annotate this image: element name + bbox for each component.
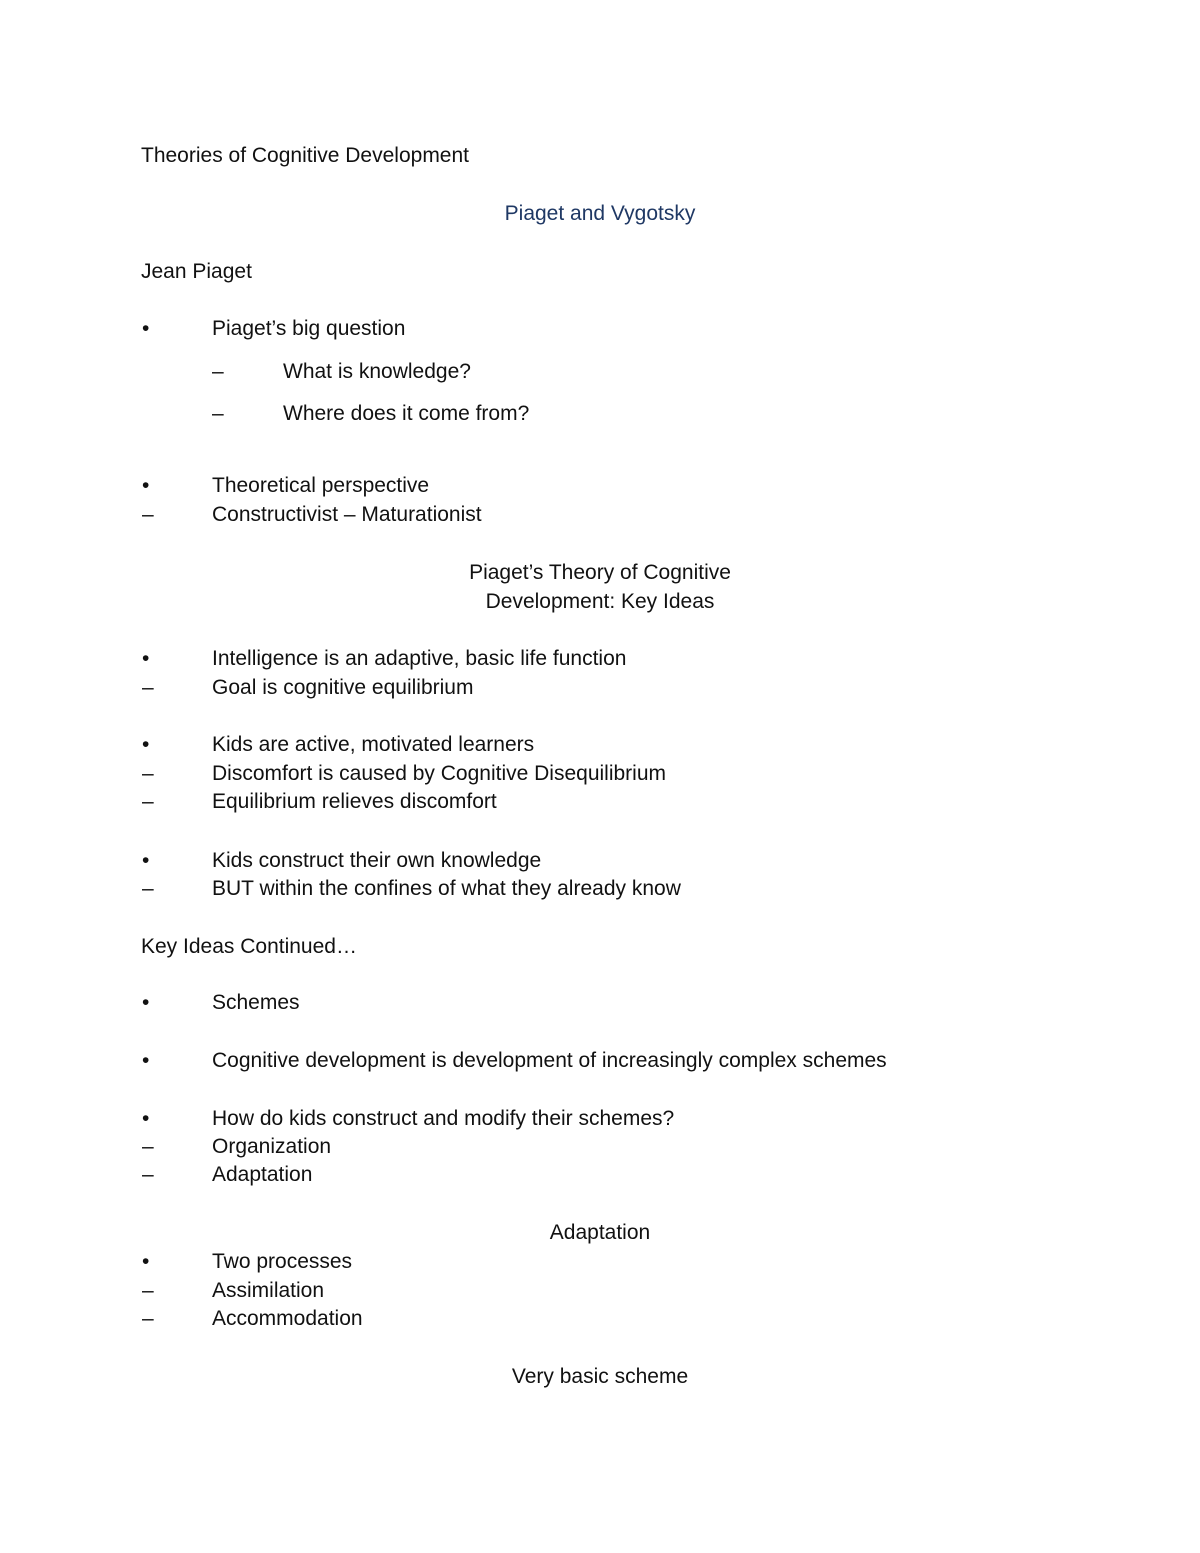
dash-marker: – bbox=[142, 762, 154, 785]
document-line bbox=[0, 199, 1200, 229]
line-text: Schemes bbox=[212, 991, 300, 1014]
line-text: Piaget’s big question bbox=[212, 317, 406, 340]
bullet-marker: • bbox=[142, 647, 150, 670]
dash-marker: – bbox=[142, 676, 154, 699]
line-text: Intelligence is an adaptive, basic life function bbox=[212, 647, 627, 670]
document-line bbox=[0, 1276, 1200, 1306]
dash-marker: – bbox=[212, 402, 224, 425]
bullet-marker: • bbox=[142, 733, 150, 756]
heading-text: Very basic scheme bbox=[511, 1365, 689, 1388]
line-text: Discomfort is caused by Cognitive Disequilibrium bbox=[212, 762, 667, 785]
document-line bbox=[0, 730, 1200, 760]
document-line bbox=[0, 357, 1200, 387]
line-text: Goal is cognitive equilibrium bbox=[212, 676, 474, 699]
line-text: Theories of Cognitive Development bbox=[141, 144, 470, 167]
bullet-marker: • bbox=[142, 317, 150, 340]
document-line bbox=[0, 1218, 1200, 1248]
document-line bbox=[0, 1362, 1200, 1392]
document-line bbox=[0, 587, 1200, 617]
heading-text: Piaget’s Theory of Cognitive bbox=[469, 561, 731, 584]
document-line bbox=[0, 1104, 1200, 1134]
heading-text: Adaptation bbox=[549, 1221, 651, 1244]
document-line bbox=[0, 471, 1200, 501]
dash-marker: – bbox=[142, 1307, 154, 1330]
line-text: BUT within the confines of what they already know bbox=[212, 877, 681, 900]
line-text: Adaptation bbox=[212, 1163, 313, 1186]
line-text: Organization bbox=[212, 1135, 332, 1158]
line-text: Key Ideas Continued… bbox=[141, 935, 357, 958]
document-line bbox=[0, 874, 1200, 904]
document-line bbox=[0, 759, 1200, 789]
document-line bbox=[0, 673, 1200, 703]
document-line bbox=[0, 314, 1200, 344]
dash-marker: – bbox=[142, 1279, 154, 1302]
dash-marker: – bbox=[142, 1135, 154, 1158]
line-text: Accommodation bbox=[212, 1307, 363, 1330]
line-text: Kids are active, motivated learners bbox=[212, 733, 535, 756]
document-line bbox=[0, 644, 1200, 674]
bullet-marker: • bbox=[142, 1250, 150, 1273]
document-line bbox=[0, 932, 1200, 962]
bullet-marker: • bbox=[142, 991, 150, 1014]
line-text: Where does it come from? bbox=[283, 402, 530, 425]
document-line bbox=[0, 988, 1200, 1018]
line-text: Kids construct their own knowledge bbox=[212, 849, 542, 872]
heading-text: Development: Key Ideas bbox=[485, 590, 715, 613]
dash-marker: – bbox=[142, 503, 154, 526]
bullet-marker: • bbox=[142, 1049, 150, 1072]
dash-marker: – bbox=[142, 1163, 154, 1186]
document-line bbox=[0, 1247, 1200, 1277]
bullet-marker: • bbox=[142, 1107, 150, 1130]
document-line bbox=[0, 141, 1200, 171]
line-text: Theoretical perspective bbox=[212, 474, 430, 497]
dash-marker: – bbox=[142, 790, 154, 813]
document-line bbox=[0, 1046, 1200, 1076]
heading-text: Piaget and Vygotsky bbox=[504, 202, 696, 225]
dash-marker: – bbox=[212, 360, 224, 383]
document-line bbox=[0, 1160, 1200, 1190]
line-text: How do kids construct and modify their schemes? bbox=[212, 1107, 675, 1130]
document-line bbox=[0, 846, 1200, 876]
document-line bbox=[0, 399, 1200, 429]
line-text: Equilibrium relieves discomfort bbox=[212, 790, 497, 813]
document-line bbox=[0, 1304, 1200, 1334]
bullet-marker: • bbox=[142, 474, 150, 497]
document-line bbox=[0, 1132, 1200, 1162]
line-text: Assimilation bbox=[212, 1279, 325, 1302]
document-line bbox=[0, 787, 1200, 817]
document-line bbox=[0, 558, 1200, 588]
bullet-marker: • bbox=[142, 849, 150, 872]
document-line bbox=[0, 500, 1200, 530]
line-text: Cognitive development is development of increasingly complex schemes bbox=[212, 1049, 887, 1072]
line-text: Two processes bbox=[212, 1250, 353, 1273]
line-text: Constructivist – Maturationist bbox=[212, 503, 482, 526]
line-text: Jean Piaget bbox=[141, 260, 252, 283]
document-line bbox=[0, 257, 1200, 287]
line-text: What is knowledge? bbox=[283, 360, 471, 383]
dash-marker: – bbox=[142, 877, 154, 900]
